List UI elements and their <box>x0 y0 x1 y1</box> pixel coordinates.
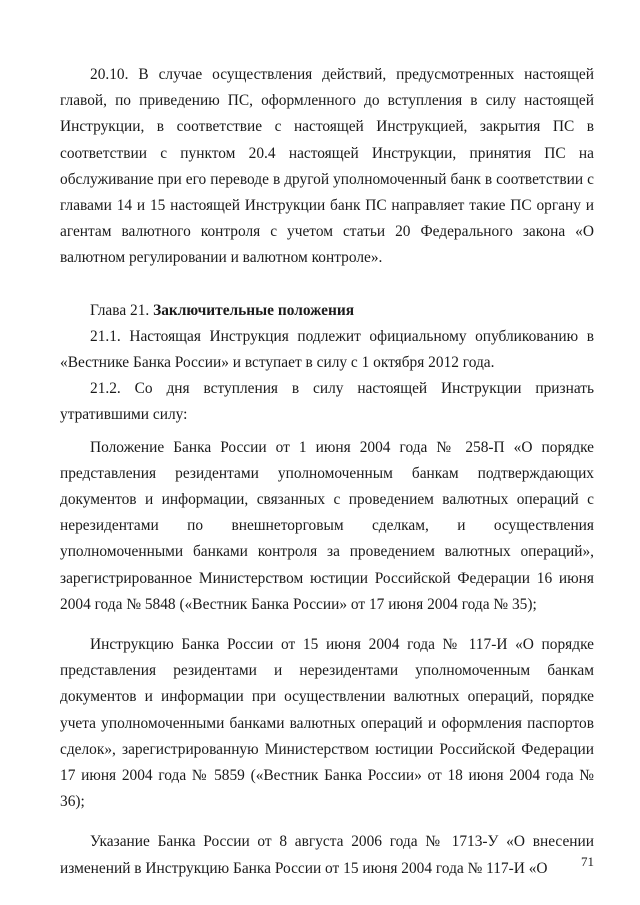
paragraph-20-10: 20.10. В случае осуществления действий, предусмотренных настоящей главой, по приведению ПС, оформленного до вступления в силу настоящей Инструкции, в соответствие с настоящей Инструкцией, закрытия ПС в соответствии с пунктом 20.4 настоящей Инструкции, принятия ПС на обслуживание при его переводе в другой уполномоченный банк в соответствии с главами 14 и 15 настоящей Инструкции банк ПС направляет такие ПС органу и агентам валютного контроля с учетом статьи 20 Федерального закона «О валютном регулировании и валютном контроле». <box>60 66 594 267</box>
paragraph-directive-1713u: Указание Банка России от 8 августа 2006 года № 1713-У «О внесении изменений в Инструкцию Банка России от 15 июня 2004 года № 117-И «О <box>60 833 594 877</box>
paragraph-21-1: 21.1. Настоящая Инструкция подлежит официальному опубликованию в «Вестнике Банка России» и вступает в силу с 1 октября 2012 года. <box>60 327 594 372</box>
paragraph-instruction-117i: Инструкцию Банка России от 15 июня 2004 года № 117-И «О порядке представления резидентами и нерезидентами уполномоченным банкам документов и информации при осуществлении валютных операций, порядке учета уполномоченными банками валютных операций и оформления паспортов сделок», зарегистрированную Министерством юстиции Российской Федерации 17 июня 2004 года № 5859 («Вестник Банка России» от 18 июня 2004 года № 36); <box>60 636 594 811</box>
chapter-number: Глава 21. <box>90 301 154 319</box>
document-page <box>60 62 594 882</box>
paragraph-21-2: 21.2. Со дня вступления в силу настоящей Инструкции признать утратившими силу: <box>60 380 594 424</box>
paragraph-regulation-258p: Положение Банка России от 1 июня 2004 года № 258-П «О порядке представления резидентами уполномоченным банкам подтверждающих документов и информации, связанных с проведением валютных операций с нерезидентами по внешнеторговым сделкам, и осуществления уполномоченными банками контроля за проведением валютных операций», зарегистрированное Министерством юстиции Российской Федерации 16 июня 2004 года № 5848 («Вестник Банка России» от 17 июня 2004 года № 35); <box>60 438 594 613</box>
page-number: 71 <box>581 854 594 869</box>
chapter-title: Заключительные положения <box>153 301 355 319</box>
chapter-heading <box>60 298 594 324</box>
